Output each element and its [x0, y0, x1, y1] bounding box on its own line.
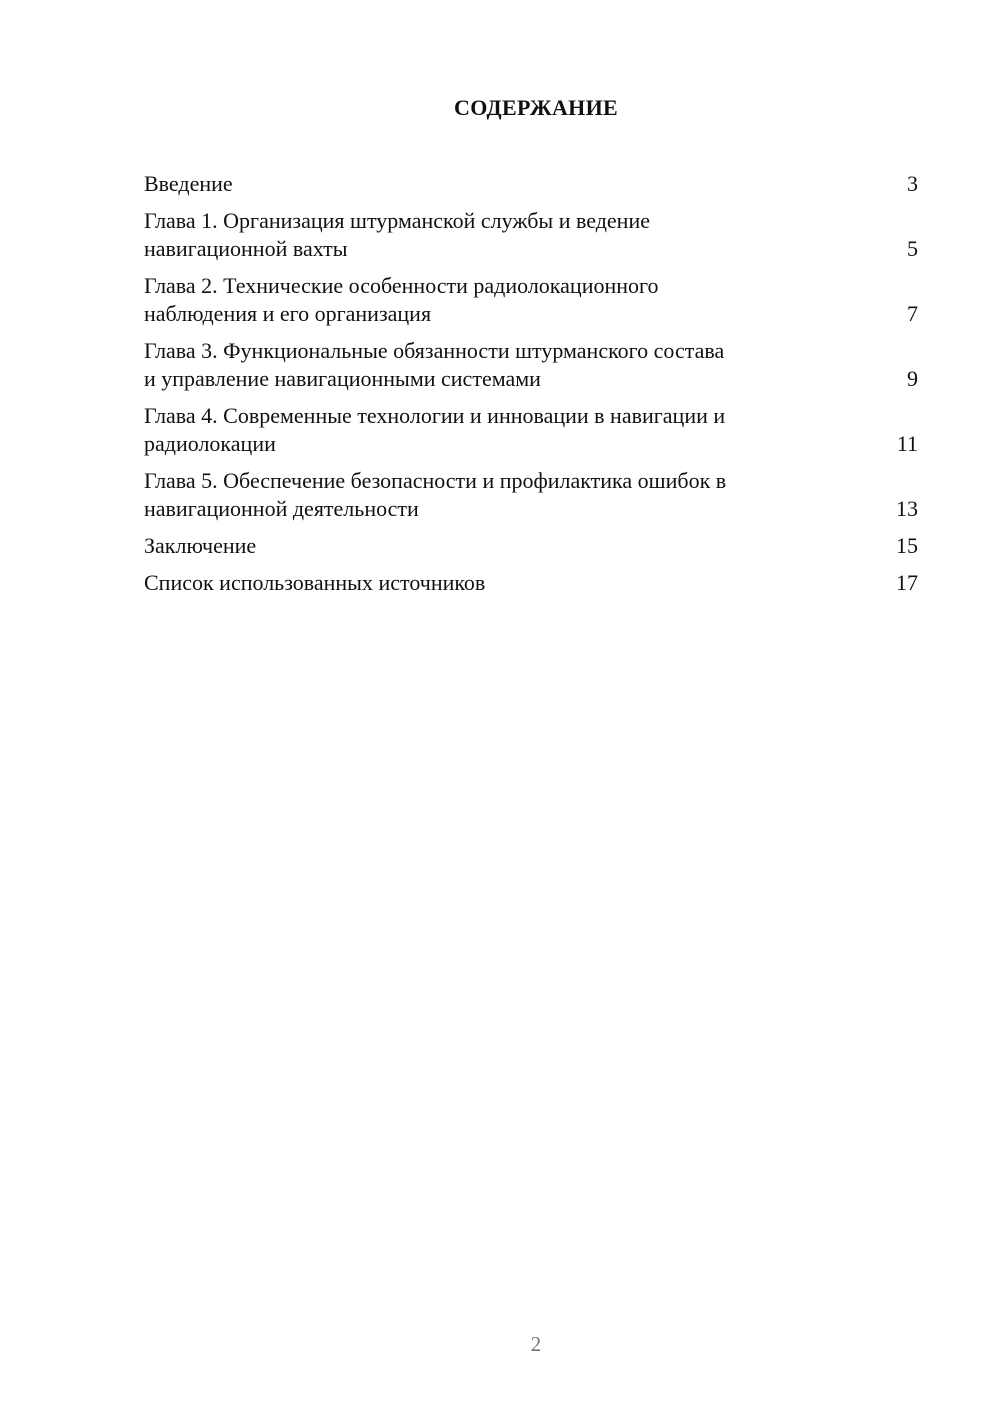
toc-entry-chapter-3 — [144, 337, 918, 393]
toc-entry-page: 3 — [907, 171, 918, 196]
toc-entry-page: 17 — [896, 570, 918, 595]
toc-entry-line: Глава 1. Организация штурманской службы и ведение — [144, 208, 650, 233]
toc-entry-text — [144, 402, 897, 458]
toc-entry-line: Введение — [144, 171, 233, 196]
toc-entry-page: 15 — [896, 533, 918, 558]
toc-entry-text — [144, 337, 907, 393]
page-title: СОДЕРЖАНИЕ — [454, 95, 618, 120]
toc-entry-chapter-2 — [144, 272, 918, 328]
toc-entry-line: навигационной деятельности — [144, 496, 419, 521]
toc-entry-line: Глава 3. Функциональные обязанности штурманского состава — [144, 338, 725, 363]
toc-entry-line: навигационной вахты — [144, 236, 348, 261]
toc-entry-conclusion — [144, 532, 918, 560]
toc-entry-line: Список использованных источников — [144, 570, 486, 595]
toc-entry-text — [144, 569, 896, 597]
toc-entry-chapter-4 — [144, 402, 918, 458]
toc-entry-introduction — [144, 170, 918, 198]
toc-entry-line: радиолокации — [144, 431, 276, 456]
toc-entry-page: 9 — [907, 366, 918, 391]
toc-entry-text — [144, 170, 907, 198]
table-of-contents — [144, 170, 918, 606]
toc-entry-line: Заключение — [144, 533, 257, 558]
toc-entry-line: наблюдения и его организация — [144, 301, 432, 326]
toc-entry-text — [144, 272, 907, 328]
page-number: 2 — [530, 1332, 542, 1356]
toc-entry-page: 5 — [907, 236, 918, 261]
toc-entry-page: 7 — [907, 301, 918, 326]
toc-entry-line: Глава 5. Обеспечение безопасности и профилактика ошибок в — [144, 468, 727, 493]
toc-entry-text — [144, 532, 896, 560]
toc-entry-line: и управление навигационными системами — [144, 366, 541, 391]
toc-entry-line: Глава 2. Технические особенности радиолокационного — [144, 273, 659, 298]
toc-entry-chapter-5 — [144, 467, 918, 523]
toc-entry-page: 13 — [896, 496, 918, 521]
toc-entry-text — [144, 207, 907, 263]
toc-entry-chapter-1 — [144, 207, 918, 263]
toc-entry-text — [144, 467, 896, 523]
toc-entry-references — [144, 569, 918, 597]
toc-entry-line: Глава 4. Современные технологии и инновации в навигации и — [144, 403, 726, 428]
toc-entry-page: 11 — [896, 431, 918, 456]
